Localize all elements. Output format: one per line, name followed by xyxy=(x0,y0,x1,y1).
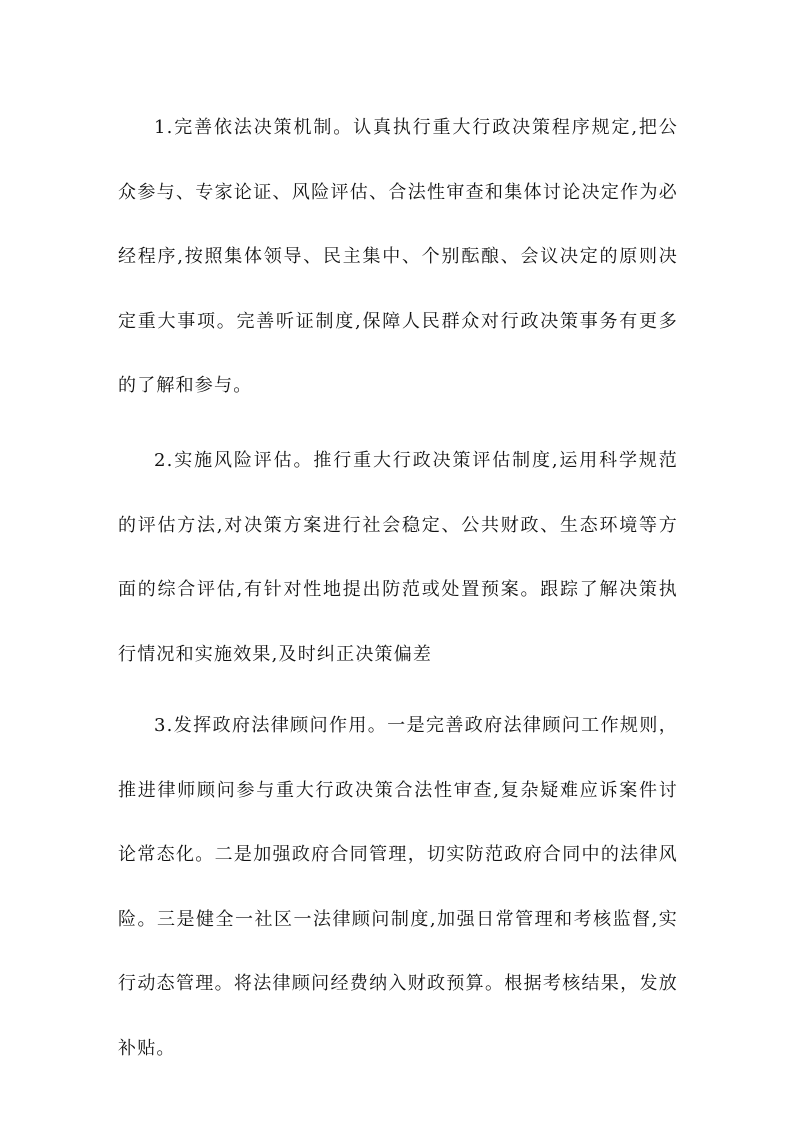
paragraph-legal-advisor: 3.发挥政府法律顾问作用。一是完善政府法律顾问工作规则，推进律师顾问参与重大行政决策合法性审查,复杂疑难应诉案件讨论常态化。二是加强政府合同管理，切实防范政府合同中的法律风险。三是健全一社区一法律顾问制度,加强日常管理和考核监督,实行动态管理。将法律顾问经费纳入财政预算。根据考核结果，发放补贴。 xyxy=(118,715,678,1059)
paragraph-decision-mechanism: 1.完善依法决策机制。认真执行重大行政决策程序规定,把公众参与、专家论证、风险评估、合法性审查和集体讨论决定作为必经程序,按照集体领导、民主集中、个别酝酿、会议决定的原则决定重大事项。完善听证制度,保障人民群众对行政决策事务有更多的了解和参与。 xyxy=(118,117,678,396)
paragraph-risk-assessment: 2.实施风险评估。推行重大行政决策评估制度,运用科学规范的评估方法,对决策方案进行社会稳定、公共财政、生态环境等方面的综合评估,有针对性地提出防范或处置预案。跟踪了解决策执行情况和实施效果,及时纠正决策偏差 xyxy=(118,450,678,665)
